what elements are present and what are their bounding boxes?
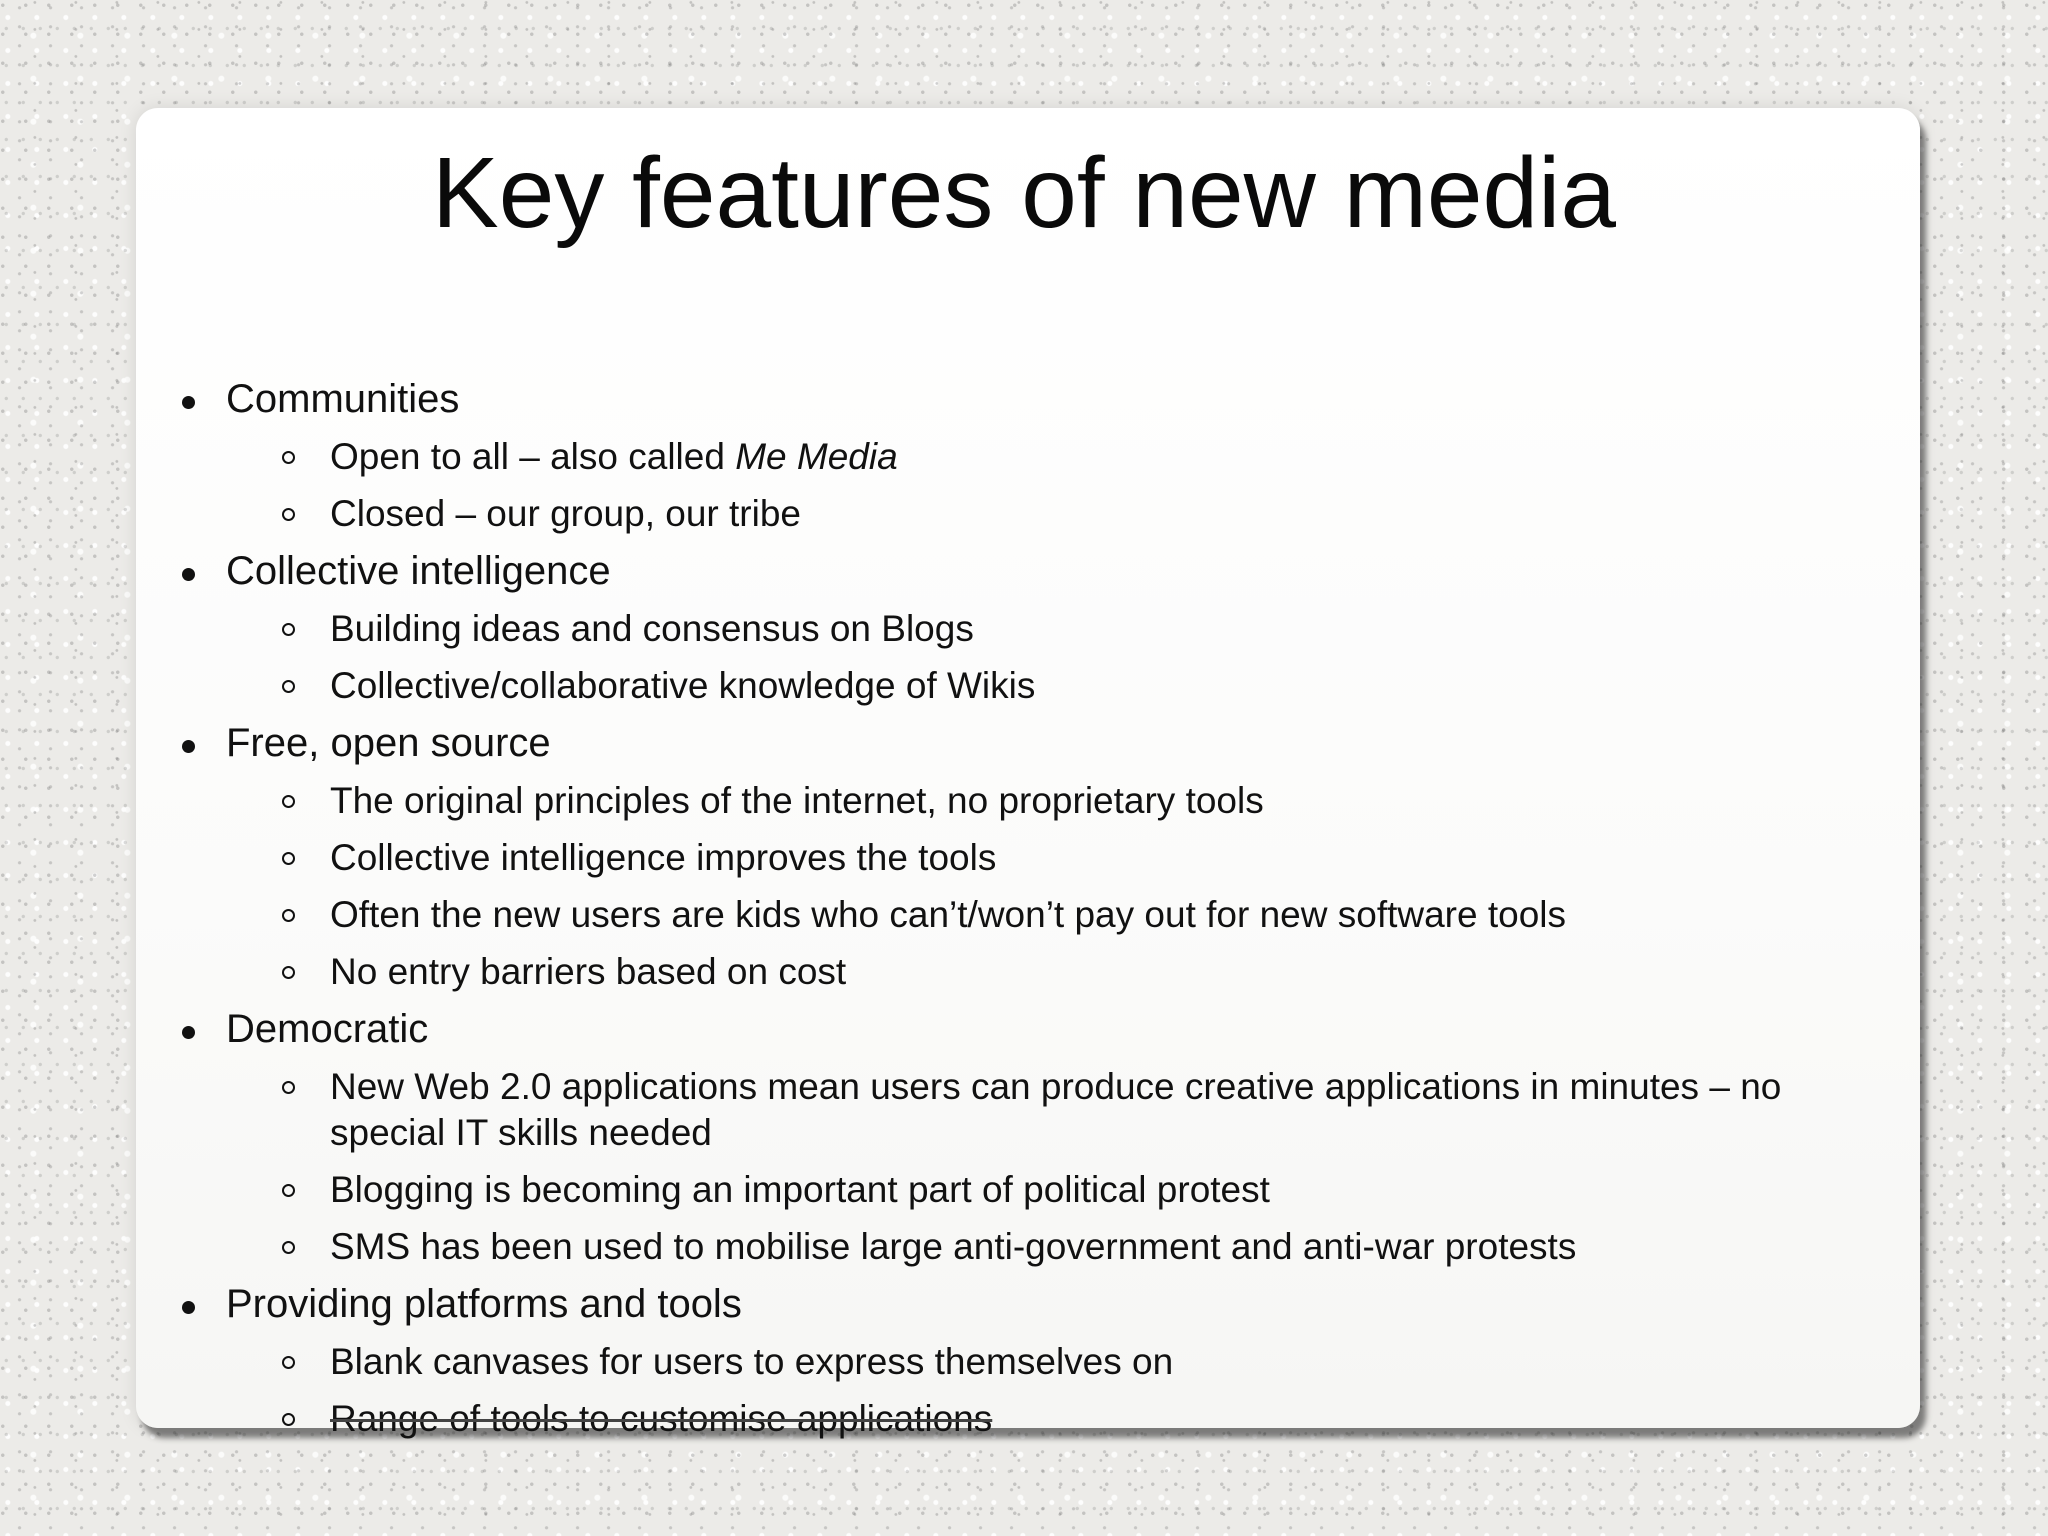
sub-bullet-ring-icon: [282, 623, 295, 636]
sub-bullet-text: Blogging is becoming an important part of political protest: [330, 1169, 1270, 1210]
sub-bullet-ring-icon: [282, 451, 295, 464]
sub-bullet-text: Often the new users are kids who can’t/won’t pay out for new software tools: [330, 894, 1567, 935]
sub-bullet-ring-icon: [282, 1241, 295, 1254]
bullet-dot-icon: [182, 568, 195, 581]
sub-bullet-text: Range of tools to customise applications: [330, 1398, 993, 1439]
sub-bullet-ring-icon: [282, 1184, 295, 1197]
bullet-label: Democratic: [226, 1007, 429, 1051]
bullet-dot-icon: [182, 1026, 195, 1039]
sub-bullet: [330, 1058, 1906, 1161]
bullet-communities: [176, 370, 1906, 542]
bullet-label: Communities: [226, 377, 460, 421]
sub-list: [226, 1058, 1906, 1275]
sub-bullet-ring-icon: [282, 508, 295, 521]
sub-list: [226, 600, 1906, 714]
sub-bullet: [330, 428, 1906, 485]
sub-bullet-ring-icon: [282, 966, 295, 979]
sub-bullet-ring-icon: [282, 852, 295, 865]
sub-bullet-text: Collective/collaborative knowledge of Wikis: [330, 665, 1036, 706]
sub-bullet: [330, 1218, 1906, 1275]
bullet-dot-icon: [182, 396, 195, 409]
bullet-label: Collective intelligence: [226, 549, 611, 593]
sub-bullet-ring-icon: [282, 1081, 295, 1094]
sub-list: [226, 1333, 1906, 1447]
sub-list: [226, 772, 1906, 1000]
sub-bullet-text: No entry barriers based on cost: [330, 951, 847, 992]
sub-bullet: [330, 1333, 1906, 1390]
sub-bullet-text: Collective intelligence improves the tools: [330, 837, 997, 878]
sub-bullet: [330, 829, 1906, 886]
sub-bullet: [330, 1390, 1906, 1447]
bullet-list: [176, 370, 1906, 1447]
sub-bullet-ring-icon: [282, 680, 295, 693]
sub-bullet: [330, 772, 1906, 829]
bullet-dot-icon: [182, 1301, 195, 1314]
sub-bullet: [330, 886, 1906, 943]
slide-title: Key features of new media: [432, 137, 1616, 249]
bullet-platforms-and-tools: [176, 1275, 1906, 1447]
sub-bullet-ring-icon: [282, 909, 295, 922]
sub-bullet-text: SMS has been used to mobilise large anti-government and anti-war protests: [330, 1226, 1577, 1267]
sub-bullet-text: Building ideas and consensus on Blogs: [330, 608, 974, 649]
sub-bullet-text: The original principles of the internet, no proprietary tools: [330, 780, 1264, 821]
sub-bullet-text: Open to all – also called: [330, 436, 736, 477]
sub-bullet-text: Closed – our group, our tribe: [330, 493, 801, 534]
sub-bullet-ring-icon: [282, 1356, 295, 1369]
sub-list: [226, 428, 1906, 542]
bullet-label: Providing platforms and tools: [226, 1282, 742, 1326]
sub-bullet: [330, 485, 1906, 542]
sub-bullet: [330, 943, 1906, 1000]
bullet-free-open-source: [176, 714, 1906, 1000]
bullet-dot-icon: [182, 740, 195, 753]
bullet-collective-intelligence: [176, 542, 1906, 714]
sub-bullet-ring-icon: [282, 1413, 295, 1426]
sub-bullet-text: Blank canvases for users to express themselves on: [330, 1341, 1174, 1382]
bullet-label: Free, open source: [226, 721, 551, 765]
sub-bullet-text: New Web 2.0 applications mean users can produce creative applications in minutes – no special IT skills needed: [330, 1066, 1782, 1153]
sub-bullet-ring-icon: [282, 795, 295, 808]
sub-bullet: [330, 657, 1906, 714]
bullet-democratic: [176, 1000, 1906, 1275]
sub-bullet: [330, 1161, 1906, 1218]
sub-bullet: [330, 600, 1906, 657]
sub-bullet-emphasis: Me Media: [735, 436, 898, 477]
